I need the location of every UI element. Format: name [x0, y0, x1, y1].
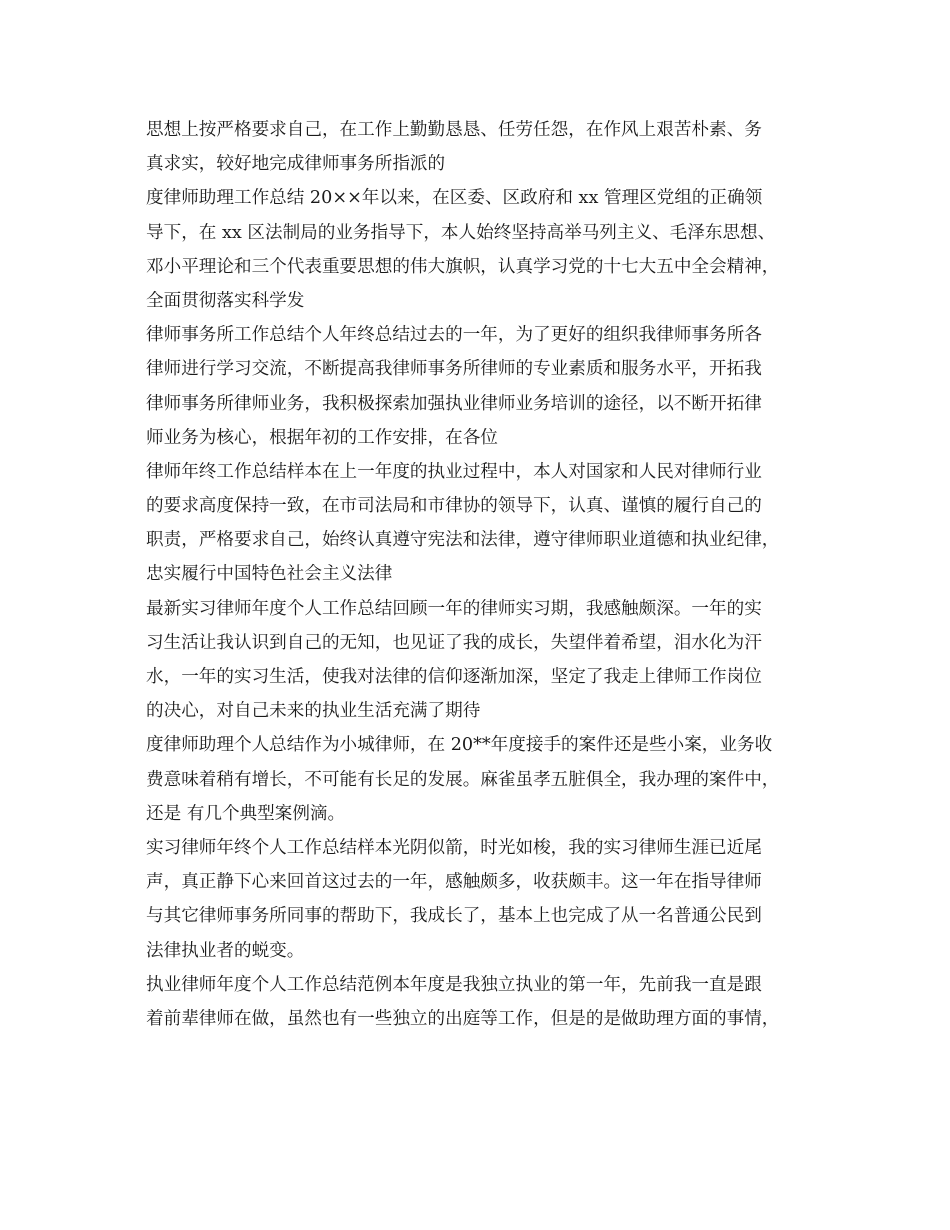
text-line: 着前辈律师在做，虽然也有一些独立的出庭等工作，但是的是做助理方面的事情，: [146, 1008, 780, 1029]
text-line: 导下，在 xx 区法制局的业务指导下，本人始终坚持高举马列主义、毛泽东思想、: [146, 222, 776, 243]
text-line: 律师进行学习交流，不断提高我律师事务所律师的专业素质和服务水平，开拓我: [146, 359, 762, 380]
text-line: 律师事务所工作总结个人年终总结过去的一年，为了更好的组织我律师事务所各: [146, 325, 762, 346]
text-line: 费意味着稍有增长，不可能有长足的发展。麻雀虽孝五脏俱全，我办理的案件中，: [146, 769, 780, 790]
text-line: 职责，严格要求自己，始终认真遵守宪法和法律，遵守律师职业道德和执业纪律，: [146, 530, 780, 551]
text-line: 的要求高度保持一致，在市司法局和市律协的领导下，认真、谨慎的履行自己的: [146, 496, 762, 517]
text-line: 邓小平理论和三个代表重要思想的伟大旗帜，认真学习党的十七大五中全会精神，: [146, 256, 780, 277]
text-line: 水，一年的实习生活，使我对法律的信仰逐渐加深，坚定了我走上律师工作岗位: [146, 667, 762, 687]
text-line: 最新实习律师年度个人工作总结回顾一年的律师实习期，我感触颇深。一年的实: [146, 598, 762, 619]
text-line: 师业务为核心，根据年初的工作安排，在各位: [146, 427, 498, 448]
text-line: 思想上按严格要求自己，在工作上勤勤恳恳、任劳任怨，在作风上艰苦朴素、务: [146, 120, 762, 140]
text-line: 与其它律师事务所同事的帮助下，我成长了，基本上也完成了从一名普通公民到: [146, 906, 762, 927]
text-line: 法律执业者的蜕变。: [146, 940, 305, 961]
text-line: 度律师助理工作总结 20××年以来，在区委、区政府和 xx 管理区党组的正确领: [146, 188, 763, 209]
text-line: 律师年终工作总结样本在上一年度的执业过程中，本人对国家和人民对律师行业: [146, 461, 762, 482]
text-line: 度律师助理个人总结作为小城律师，在 20**年度接手的案件还是些小案，业务收: [146, 735, 773, 756]
document-body: [146, 113, 810, 1036]
text-line: 还是 有几个典型案例滴。: [146, 803, 346, 824]
text-line: 全面贯彻落实科学发: [146, 290, 305, 311]
text-line: 执业律师年度个人工作总结范例本年度是我独立执业的第一年，先前我一直是跟: [146, 974, 762, 995]
text-line: 真求实，较好地完成律师事务所指派的: [146, 154, 446, 175]
text-line: 的决心，对自己未来的执业生活充满了期待: [146, 701, 481, 722]
text-line: 律师事务所律师业务，我积极探索加强执业律师业务培训的途径，以不断开拓律: [146, 393, 762, 414]
text-line: 实习律师年终个人工作总结样本光阴似箭，时光如梭，我的实习律师生涯已近尾: [146, 837, 762, 858]
text-line: 忠实履行中国特色社会主义法律: [146, 564, 393, 585]
text-line: 声，真正静下心来回首这过去的一年，感触颇多，收获颇丰。这一年在指导律师: [146, 872, 762, 893]
text-line: 习生活让我认识到自己的无知，也见证了我的成长，失望伴着希望，泪水化为汗: [146, 632, 762, 653]
